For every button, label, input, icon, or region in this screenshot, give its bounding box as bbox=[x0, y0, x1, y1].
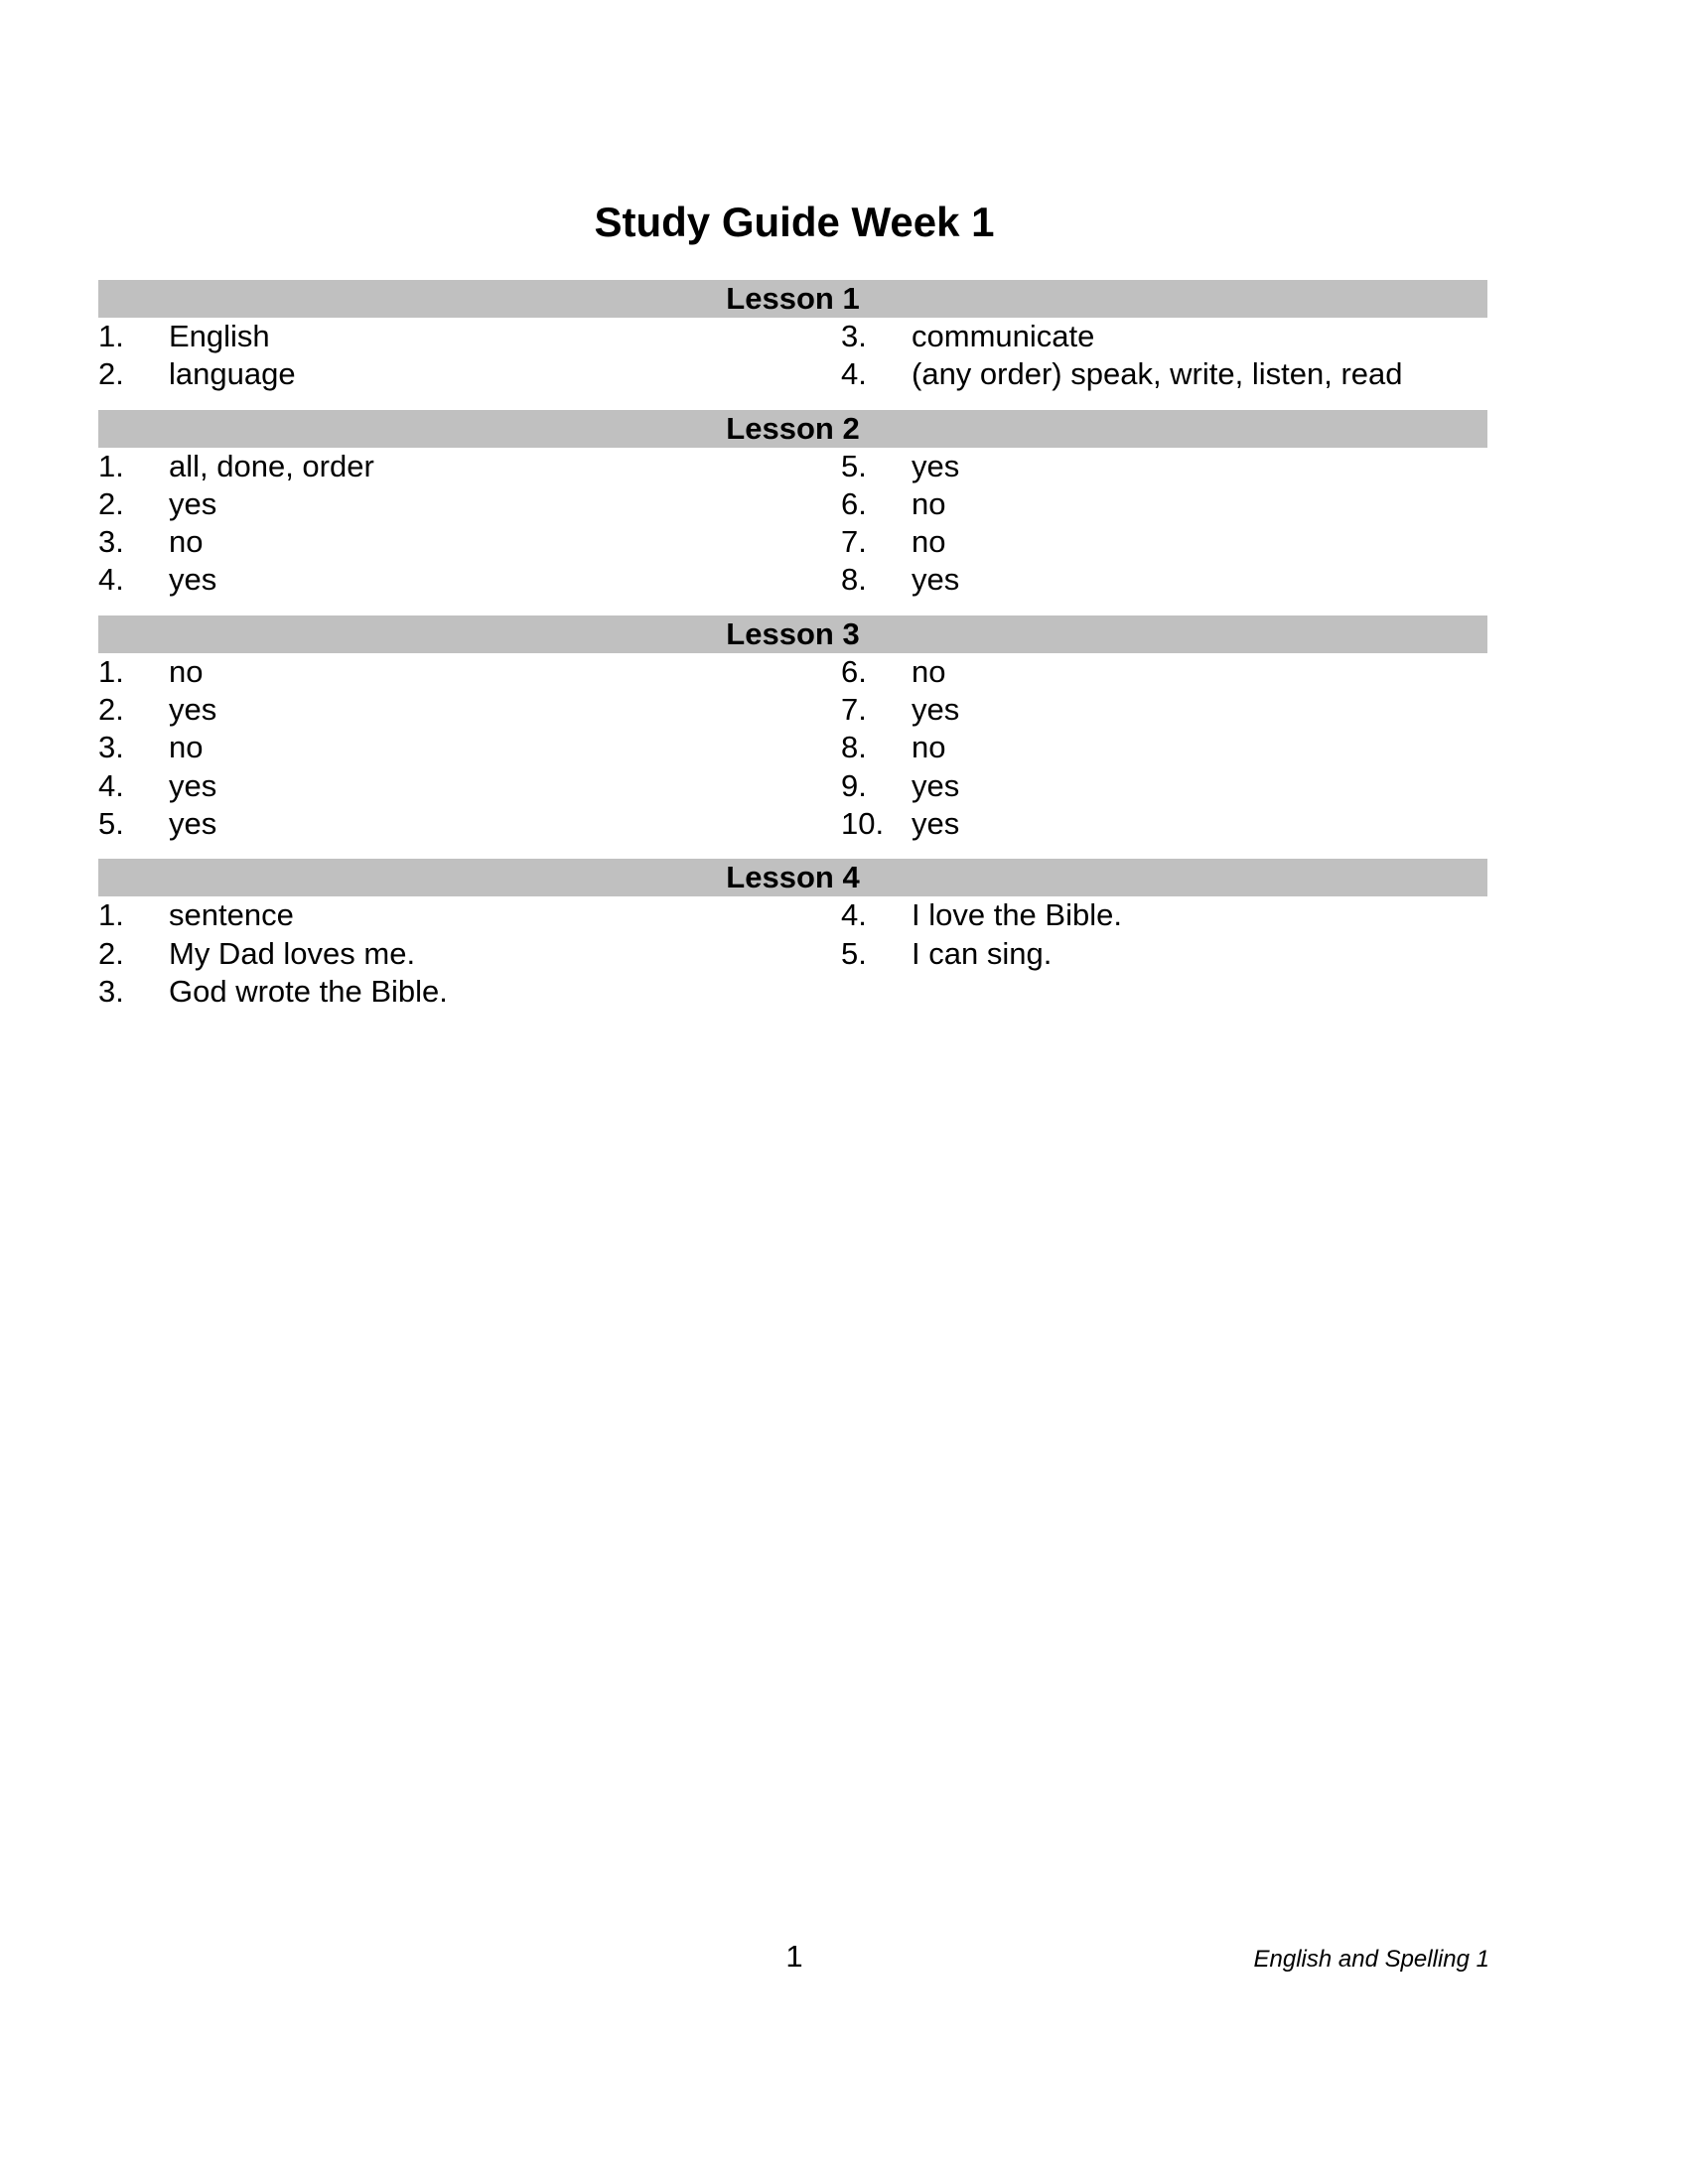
answer-text: yes bbox=[169, 805, 217, 841]
answer-item bbox=[841, 805, 1487, 843]
answer-text: all, done, order bbox=[169, 448, 374, 483]
answer-item bbox=[98, 485, 841, 523]
answer-number: 9. bbox=[841, 767, 867, 803]
answer-item bbox=[841, 318, 1487, 355]
answer-number: 8. bbox=[841, 730, 867, 765]
answer-text: no bbox=[169, 730, 204, 765]
answer-text: yes bbox=[169, 692, 217, 728]
answer-text: sentence bbox=[169, 897, 294, 933]
answer-number: 3. bbox=[841, 319, 867, 353]
answer-column-right bbox=[841, 653, 1487, 843]
answer-item bbox=[98, 767, 841, 805]
answer-text: no bbox=[912, 524, 946, 560]
answer-item bbox=[98, 805, 841, 843]
answer-number: 5. bbox=[98, 805, 124, 841]
answer-item bbox=[841, 935, 1487, 973]
lesson-section bbox=[98, 615, 1487, 843]
answer-text: yes bbox=[169, 562, 217, 598]
answer-text: (any order) speak, write, listen, read bbox=[912, 356, 1403, 392]
answer-text: no bbox=[912, 653, 946, 689]
answer-text: yes bbox=[912, 448, 960, 483]
answer-text: language bbox=[169, 356, 296, 392]
answer-number: 3. bbox=[98, 730, 124, 765]
answer-column-left bbox=[98, 653, 841, 843]
answer-number: 10. bbox=[841, 805, 885, 841]
answer-item bbox=[841, 448, 1487, 485]
answer-column-right bbox=[841, 318, 1487, 394]
lesson-header: Lesson 4 bbox=[98, 859, 1487, 896]
answer-column-left bbox=[98, 448, 841, 600]
answer-number: 7. bbox=[841, 524, 867, 560]
answer-text: no bbox=[169, 524, 204, 560]
lesson-header: Lesson 3 bbox=[98, 615, 1487, 653]
lesson-answers bbox=[98, 448, 1487, 600]
answer-number: 1. bbox=[98, 319, 124, 353]
answer-text: I love the Bible. bbox=[912, 897, 1122, 933]
lesson-section bbox=[98, 280, 1487, 394]
answer-number: 4. bbox=[98, 767, 124, 803]
answer-number: 5. bbox=[841, 935, 867, 971]
answer-item bbox=[841, 653, 1487, 691]
answer-text: no bbox=[169, 653, 204, 689]
answer-item bbox=[98, 653, 841, 691]
lesson-header: Lesson 2 bbox=[98, 410, 1487, 448]
answer-item bbox=[841, 355, 1487, 393]
answer-text: God wrote the Bible. bbox=[169, 973, 448, 1009]
footer-book-title: English and Spelling 1 bbox=[1253, 1946, 1489, 1973]
answer-item bbox=[98, 355, 841, 393]
answer-text: yes bbox=[912, 805, 960, 841]
answer-number: 2. bbox=[98, 356, 124, 392]
lesson-sections bbox=[98, 280, 1487, 1026]
answer-number: 4. bbox=[841, 897, 867, 933]
answer-column-right bbox=[841, 448, 1487, 600]
answer-number: 4. bbox=[841, 356, 867, 392]
answer-number: 8. bbox=[841, 562, 867, 598]
answer-column-left bbox=[98, 896, 841, 1011]
answer-text: English bbox=[169, 319, 270, 353]
answer-text: communicate bbox=[912, 319, 1095, 353]
answer-number: 1. bbox=[98, 448, 124, 483]
lesson-section bbox=[98, 859, 1487, 1011]
answer-item bbox=[98, 691, 841, 729]
answer-text: yes bbox=[912, 767, 960, 803]
answer-item bbox=[98, 896, 841, 934]
answer-number: 2. bbox=[98, 935, 124, 971]
answer-item bbox=[841, 523, 1487, 561]
lesson-answers bbox=[98, 318, 1487, 394]
answer-item bbox=[98, 973, 841, 1011]
answer-item bbox=[98, 318, 841, 355]
answer-text: I can sing. bbox=[912, 935, 1053, 971]
answer-text: yes bbox=[169, 767, 217, 803]
answer-item bbox=[841, 767, 1487, 805]
answer-number: 4. bbox=[98, 562, 124, 598]
lesson-answers bbox=[98, 653, 1487, 843]
answer-column-right bbox=[841, 896, 1487, 1011]
page-title: Study Guide Week 1 bbox=[594, 199, 995, 245]
answer-number: 6. bbox=[841, 653, 867, 689]
answer-number: 2. bbox=[98, 485, 124, 521]
answer-item bbox=[98, 561, 841, 599]
lesson-answers bbox=[98, 896, 1487, 1011]
answer-item bbox=[98, 448, 841, 485]
answer-number: 1. bbox=[98, 897, 124, 933]
lesson-section bbox=[98, 410, 1487, 600]
answer-item bbox=[841, 561, 1487, 599]
answer-text: yes bbox=[169, 485, 217, 521]
answer-text: yes bbox=[912, 562, 960, 598]
answer-number: 3. bbox=[98, 973, 124, 1009]
answer-number: 3. bbox=[98, 524, 124, 560]
answer-number: 7. bbox=[841, 692, 867, 728]
page-number: 1 bbox=[785, 1939, 803, 1974]
answer-number: 5. bbox=[841, 448, 867, 483]
lesson-header: Lesson 1 bbox=[98, 280, 1487, 318]
answer-number: 1. bbox=[98, 653, 124, 689]
answer-item bbox=[841, 485, 1487, 523]
answer-text: no bbox=[912, 730, 946, 765]
answer-number: 6. bbox=[841, 485, 867, 521]
answer-item bbox=[841, 896, 1487, 934]
answer-item bbox=[841, 729, 1487, 766]
answer-item bbox=[98, 523, 841, 561]
answer-item bbox=[841, 691, 1487, 729]
answer-column-left bbox=[98, 318, 841, 394]
answer-number: 2. bbox=[98, 692, 124, 728]
answer-item bbox=[98, 935, 841, 973]
answer-text: no bbox=[912, 485, 946, 521]
answer-text: My Dad loves me. bbox=[169, 935, 416, 971]
answer-item bbox=[98, 729, 841, 766]
answer-text: yes bbox=[912, 692, 960, 728]
